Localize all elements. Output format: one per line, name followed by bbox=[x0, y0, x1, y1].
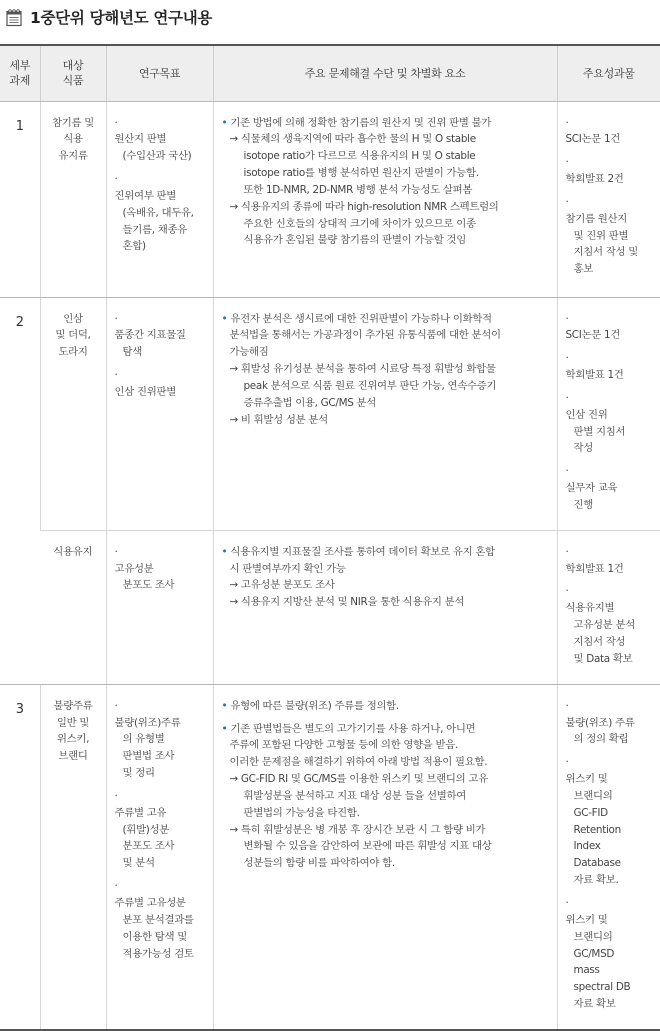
research-goal-cell bbox=[106, 684, 213, 1030]
method-line: → 식용유지 지방산 분석 및 NIR을 통한 식용유지 분석 bbox=[222, 594, 549, 611]
methods-cell bbox=[213, 530, 557, 684]
subtask-number: 3 bbox=[0, 684, 40, 1030]
goal-item bbox=[115, 878, 205, 962]
goal-text: 의 유형별 bbox=[122, 733, 165, 746]
method-line: → 특히 휘발성분은 병 개봉 후 장시간 보관 시 그 함량 비가 bbox=[222, 822, 549, 839]
section-title bbox=[6, 6, 212, 28]
outcome-text: 홍보 bbox=[573, 263, 593, 276]
outcome-text: GC/MSD bbox=[573, 947, 615, 960]
outcome-text: · 위스키 및 bbox=[565, 773, 608, 786]
goal-item bbox=[115, 115, 205, 166]
target-food-cell bbox=[40, 530, 106, 684]
outcome-text: Retention bbox=[573, 823, 621, 836]
outcome-text: 판별 지침서 bbox=[573, 425, 626, 438]
method-line: 증류추출법 이용, GC/MS 분석 bbox=[243, 396, 377, 409]
method-line: • 유형에 따른 불량(위조) 주류를 정의함. bbox=[222, 698, 549, 715]
method-line: → 식용유지의 종류에 따라 high-resolution NMR 스펙트럼의 bbox=[222, 199, 549, 216]
method-line: isotope ratio가 다르므로 식용유지의 H 및 O stable bbox=[243, 150, 476, 163]
target-food-text: 브랜디 bbox=[58, 750, 88, 763]
notepad-icon bbox=[6, 9, 22, 26]
research-goal-cell bbox=[106, 297, 213, 530]
goal-text: 및 분석 bbox=[122, 857, 155, 870]
outcome-text: spectral DB bbox=[573, 981, 631, 994]
header-subtask: 세부 과제 bbox=[0, 45, 40, 101]
goal-item bbox=[115, 311, 205, 362]
method-line: • 식용유지별 지표물질 조사를 통하여 데이터 확보로 유지 혼합 bbox=[222, 544, 549, 561]
method-line: 분석법을 통해서는 가공과정이 추가된 유통식품에 대한 분석이 bbox=[229, 329, 501, 342]
goal-text: 혼합) bbox=[122, 240, 146, 253]
outcome-text: 지침서 작성 및 bbox=[573, 246, 638, 259]
table-header-row bbox=[0, 45, 660, 101]
outcome-text: GC-FID bbox=[573, 806, 608, 819]
outcome-text: · 실무자 교육 bbox=[565, 482, 618, 495]
goal-text: 분포 분석결과를 bbox=[122, 913, 194, 926]
goal-item bbox=[115, 788, 205, 872]
target-food-text: 식용유지 bbox=[53, 545, 93, 558]
method-line: 판별법의 가능성을 타진함. bbox=[243, 806, 360, 819]
outcomes-cell bbox=[557, 297, 660, 530]
outcome-text: 및 진위 판별 bbox=[573, 229, 629, 242]
goal-item bbox=[115, 544, 205, 595]
outcome-text: · 불량(위조) 주류 bbox=[565, 716, 635, 729]
outcome-text: · 학회발표 2건 bbox=[565, 173, 624, 186]
header-target-food: 대상 식품 bbox=[40, 45, 106, 101]
outcome-item bbox=[566, 154, 653, 188]
outcome-text: 작성 bbox=[573, 442, 593, 455]
outcome-item bbox=[566, 583, 653, 667]
outcome-item bbox=[566, 544, 653, 578]
method-line: 성분들의 함량 비를 파악하여야 함. bbox=[243, 857, 395, 870]
outcome-text: Index bbox=[573, 840, 601, 853]
outcome-item bbox=[566, 390, 653, 457]
method-line: → 식물체의 생육지역에 따라 흡수한 물의 H 및 O stable bbox=[222, 131, 549, 148]
outcome-text: 브랜디의 bbox=[573, 789, 613, 802]
outcome-item bbox=[566, 115, 653, 149]
target-food-text: 위스키, bbox=[56, 733, 90, 746]
goal-item bbox=[115, 171, 205, 255]
target-food-text: 불량주류 bbox=[53, 699, 93, 712]
outcome-text: · 식용유지별 bbox=[565, 602, 615, 615]
outcome-text: · 위스키 및 bbox=[565, 913, 608, 926]
outcome-text: 자료 확보. bbox=[573, 874, 619, 887]
goal-text: 이용한 탐색 및 bbox=[122, 930, 187, 943]
goal-text: · 인삼 진위판별 bbox=[114, 385, 176, 398]
table-row bbox=[0, 297, 660, 530]
target-food-text: 인삼 bbox=[63, 312, 83, 325]
method-line: → 비 휘발성 성분 분석 bbox=[222, 412, 549, 429]
goal-text: 들기름, 채종유 bbox=[122, 223, 187, 236]
outcome-text: · SCI논문 1건 bbox=[565, 133, 621, 146]
method-line: 시 판별여부까지 확인 가능 bbox=[229, 562, 346, 575]
method-line: 이러한 문제점을 해결하기 위하여 아래 방법 적용이 필요함. bbox=[229, 756, 488, 769]
header-research-goal: 연구목표 bbox=[106, 45, 213, 101]
target-food-text: 도라지 bbox=[58, 346, 88, 359]
outcome-item bbox=[566, 194, 653, 278]
method-line: • 기존 판별법들은 별도의 고가기기를 사용 하거나, 아니면 bbox=[222, 721, 549, 738]
outcome-text: mass bbox=[573, 964, 600, 977]
goal-text: (휘발)성분 bbox=[122, 823, 169, 836]
outcome-text: 지침서 작성 bbox=[573, 636, 626, 648]
goal-item bbox=[115, 698, 205, 782]
goal-text: 판별법 조사 bbox=[122, 750, 175, 763]
outcome-text: 의 정의 확립 bbox=[573, 733, 629, 746]
method-line: • 기존 방법에 의해 정확한 참기름의 원산지 및 진위 판별 불가 bbox=[222, 115, 549, 132]
target-food-cell bbox=[40, 297, 106, 530]
target-food-text: 식용 bbox=[63, 133, 83, 146]
outcome-text: 브랜디의 bbox=[573, 930, 613, 943]
goal-text: · 진위여부 판별 bbox=[114, 189, 176, 202]
method-line: peak 분석으로 식품 원료 진위여부 판단 가능, 연속수증기 bbox=[243, 379, 497, 392]
goal-text: 분포도 조사 bbox=[122, 840, 175, 853]
research-goal-cell bbox=[106, 530, 213, 684]
goal-text: 탐색 bbox=[122, 346, 142, 359]
method-line: isotope ratio를 병행 분석하면 원산지 판별이 가능함. bbox=[243, 167, 479, 180]
research-goal-cell bbox=[106, 101, 213, 297]
method-line: 식용유가 혼입된 불량 참기름의 판별이 가능할 것임 bbox=[243, 234, 466, 247]
outcome-item bbox=[566, 311, 653, 345]
outcome-item bbox=[566, 698, 653, 749]
goal-text: (수입산과 국산) bbox=[122, 150, 192, 163]
goal-text: 및 정리 bbox=[122, 767, 155, 780]
outcome-text: · 인삼 진위 bbox=[565, 408, 608, 421]
outcome-item bbox=[566, 754, 653, 889]
outcome-item bbox=[566, 350, 653, 384]
outcome-text: · 학회발표 1건 bbox=[565, 369, 624, 382]
target-food-cell bbox=[40, 101, 106, 297]
table-body bbox=[0, 101, 660, 1030]
methods-cell bbox=[213, 297, 557, 530]
method-line: → 고유성분 분포도 조사 bbox=[222, 577, 549, 594]
goal-text: · 품종간 지표물질 bbox=[114, 329, 186, 342]
outcomes-cell bbox=[557, 101, 660, 297]
goal-text: 분포도 조사 bbox=[122, 579, 175, 592]
goal-text: 적용가능성 검토 bbox=[122, 947, 194, 960]
method-line: 주류에 포함된 다양한 고형물 등에 의한 영향을 받음. bbox=[229, 739, 459, 752]
method-line: → GC-FID RI 및 GC/MS를 이용한 위스키 및 브랜디의 고유 bbox=[222, 771, 549, 788]
outcome-text: · SCI논문 1건 bbox=[565, 329, 621, 342]
method-line: 주요한 신호들의 상대적 크기에 차이가 있으므로 이종 bbox=[243, 217, 476, 230]
target-food-text: 유지류 bbox=[58, 150, 88, 163]
outcome-text: · 참기름 원산지 bbox=[565, 212, 627, 225]
table-row bbox=[0, 101, 660, 297]
method-line: 가능해짐 bbox=[229, 346, 269, 359]
method-line: 휘발성분을 분석하고 지표 대상 성분 들을 선별하여 bbox=[243, 789, 466, 802]
outcome-text: 및 Data 확보 bbox=[573, 652, 633, 665]
target-food-text: 및 더덕, bbox=[55, 329, 91, 342]
target-food-text: 참기름 및 bbox=[52, 116, 94, 129]
goal-text: · 주류별 고유 bbox=[114, 806, 167, 819]
target-food-text: 일반 및 bbox=[56, 716, 90, 729]
outcomes-cell bbox=[557, 684, 660, 1030]
outcomes-cell bbox=[557, 530, 660, 684]
method-line: 변화될 수 있음을 감안하여 보관에 따른 휘발성 지표 대상 bbox=[243, 840, 492, 853]
method-line: 또한 1D-NMR, 2D-NMR 병행 분석 가능성도 살펴봄 bbox=[243, 183, 473, 196]
table-row bbox=[0, 530, 660, 684]
method-line: → 휘발성 유기성분 분석을 통하여 시료당 특정 휘발성 화합물 bbox=[222, 361, 549, 378]
methods-cell bbox=[213, 684, 557, 1030]
research-content-table bbox=[0, 44, 660, 1031]
target-food-cell bbox=[40, 684, 106, 1030]
header-outcomes: 주요성과물 bbox=[557, 45, 660, 101]
methods-cell bbox=[213, 101, 557, 297]
outcome-text: Database bbox=[573, 857, 621, 870]
goal-text: · 원산지 판별 bbox=[114, 133, 167, 146]
goal-text: · 고유성분 bbox=[114, 562, 154, 575]
goal-text: · 주류별 고유성분 bbox=[114, 896, 186, 909]
header-methods: 주요 문제해결 수단 및 차별화 요소 bbox=[213, 45, 557, 101]
outcome-text: · 학회발표 1건 bbox=[565, 562, 624, 575]
subtask-number: 1 bbox=[0, 101, 40, 297]
goal-text: · 불량(위조)주류 bbox=[114, 716, 181, 729]
outcome-text: 고유성분 분석 bbox=[573, 619, 635, 632]
outcome-text: 진행 bbox=[573, 498, 593, 511]
page-title: 1중단위 당해년도 연구내용 bbox=[30, 9, 213, 27]
outcome-item bbox=[566, 895, 653, 1013]
outcome-item bbox=[566, 463, 653, 514]
subtask-number: 2 bbox=[0, 297, 40, 684]
outcome-text: 자료 확보 bbox=[573, 998, 616, 1011]
goal-item bbox=[115, 367, 205, 401]
method-line: • 유전자 분석은 생시료에 대한 진위판별이 가능하나 이화학적 bbox=[222, 311, 549, 328]
goal-text: (옥배유, 대두유, bbox=[122, 206, 194, 219]
table-row bbox=[0, 684, 660, 1030]
